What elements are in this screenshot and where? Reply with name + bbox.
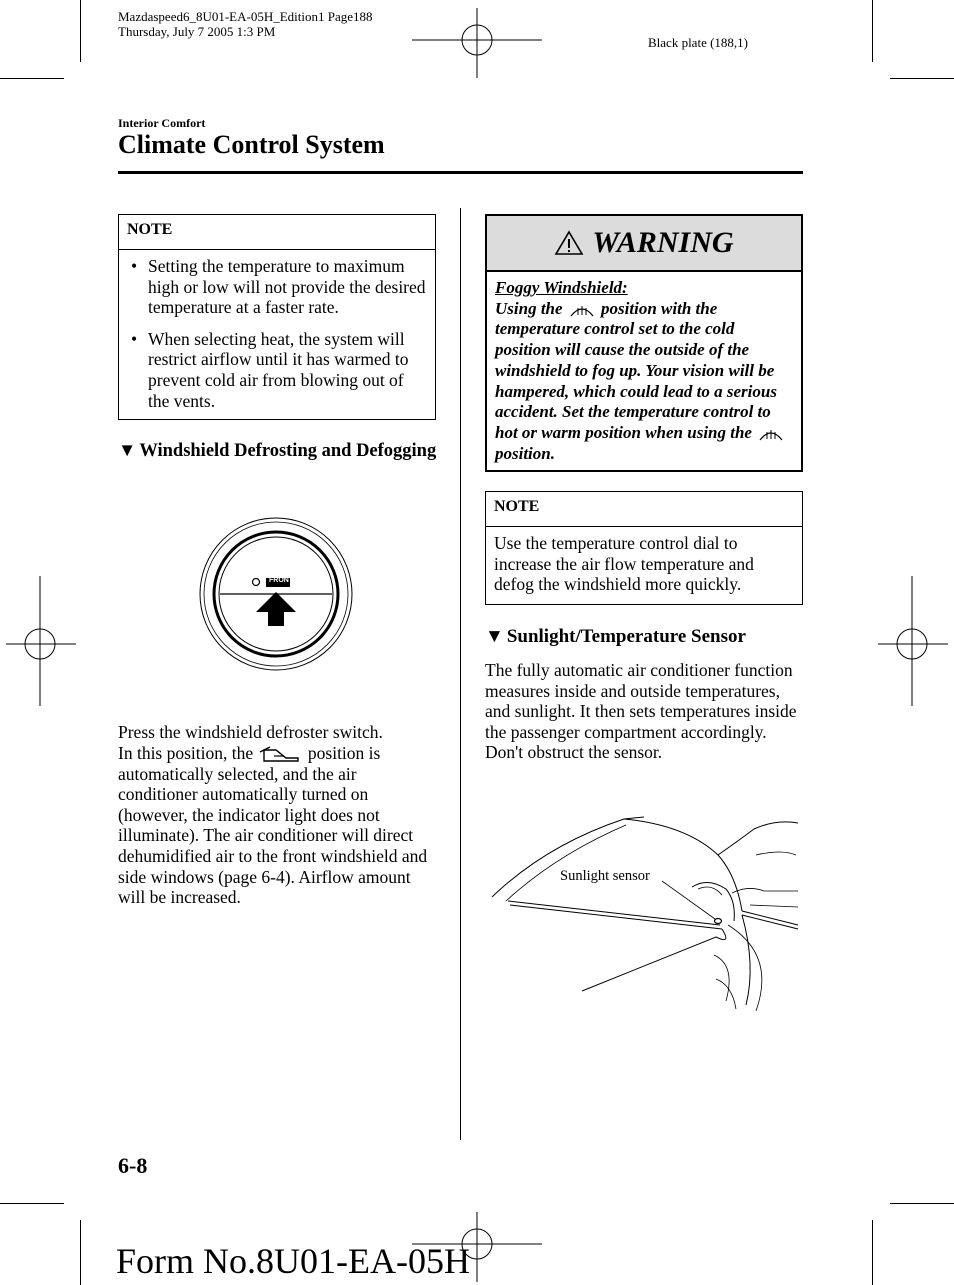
column-divider (460, 208, 461, 1140)
print-header-line2: Thursday, July 7 2005 1:3 PM (118, 24, 276, 39)
page-title: Climate Control System (118, 130, 385, 159)
crop-mark (0, 1203, 64, 1204)
defrost-text-b-post: position is automatically selected, and the air conditioner automatically turned on (however, the indicator light does not illuminate). The air conditioner will direct dehumidified air to the front windshield and side windows (page 6-4). Airflow amount will be increased. (118, 742, 428, 908)
defrost-icon (756, 426, 786, 442)
note-body: Use the temperature control dial to increase the air flow temperature and defog the windshield more quickly. (494, 533, 754, 595)
note-list (127, 256, 427, 411)
warning-subheading: Foggy Windshield: (495, 278, 628, 297)
crop-mark (0, 78, 64, 79)
defrost-heading (118, 441, 436, 462)
registration-mark-left (6, 576, 76, 706)
note-heading: NOTE (486, 492, 802, 527)
plate-label: Black plate (188,1) (648, 35, 748, 50)
note-box-1 (118, 214, 436, 420)
crop-mark (80, 1220, 81, 1285)
triangle-marker-icon: ▼ (485, 626, 504, 647)
note-item-text: When selecting heat, the system will restrict airflow until it has warmed to prevent cold air from blowing out of the vents. (148, 328, 409, 411)
registration-mark-right (878, 576, 948, 706)
sensor-heading (485, 626, 746, 648)
print-header (118, 9, 373, 39)
defrost-text (118, 722, 440, 908)
warning-text-pre: Using the (495, 298, 563, 318)
section-label: Interior Comfort (118, 116, 206, 130)
crop-mark (890, 78, 954, 79)
bullet: • (131, 328, 138, 349)
defrost-icon (567, 302, 597, 318)
defrost-text-a: Press the windshield defroster switch. (118, 722, 383, 742)
note-heading: NOTE (119, 215, 435, 250)
crop-mark (890, 1203, 954, 1204)
warning-header (487, 216, 801, 272)
warning-title: WARNING (592, 226, 734, 259)
list-item (127, 329, 427, 411)
warning-body (487, 272, 801, 470)
print-header-line1: Mazdaspeed6_8U01-EA-05H_Edition1 Page188 (118, 9, 373, 24)
sunlight-sensor-illustration (486, 815, 802, 1015)
list-item (127, 256, 427, 318)
sensor-callout: Sunlight sensor (560, 868, 650, 884)
warning-box (485, 214, 803, 472)
page-number: 6-8 (118, 1153, 148, 1178)
warning-triangle-icon (554, 230, 584, 256)
note-box-2 (485, 491, 803, 605)
switch-label: FRONT (269, 577, 294, 584)
note-body (119, 250, 435, 417)
defroster-switch-illustration (198, 516, 356, 674)
note-item-text: Setting the temperature to maximum high or low will not provide the desired temperature at a faster rate. (148, 256, 426, 318)
sensor-text: The fully automatic air conditioner function measures inside and outside temperatures, and sunlight. It then sets temperatures inside the passenger compartment accordingly. Don't obstruct the sensor. (485, 660, 797, 763)
sensor-heading-text: Sunlight/Temperature Sensor (506, 626, 746, 647)
form-number: Form No.8U01-EA-05H (116, 1241, 470, 1281)
defrost-heading-text: Windshield Defrosting and Defogging (139, 441, 437, 461)
windshield-airflow-icon (258, 746, 304, 764)
defrost-text-b-pre: In this position, the (118, 742, 254, 763)
triangle-marker-icon: ▼ (118, 441, 137, 461)
warning-text-mid: position with the temperature control set to the cold position will cause the outside of the windshield to fog up. Your vision will be hampered, which could lead to a serious accident. Set the temperature control to hot or warm position when using the (495, 298, 777, 442)
crop-mark (872, 1220, 873, 1285)
warning-text-post: position. (495, 443, 555, 463)
crop-mark (80, 0, 81, 62)
bullet: • (131, 256, 138, 276)
crop-mark (872, 0, 873, 62)
title-rule (118, 171, 803, 174)
registration-mark-top (412, 8, 542, 78)
